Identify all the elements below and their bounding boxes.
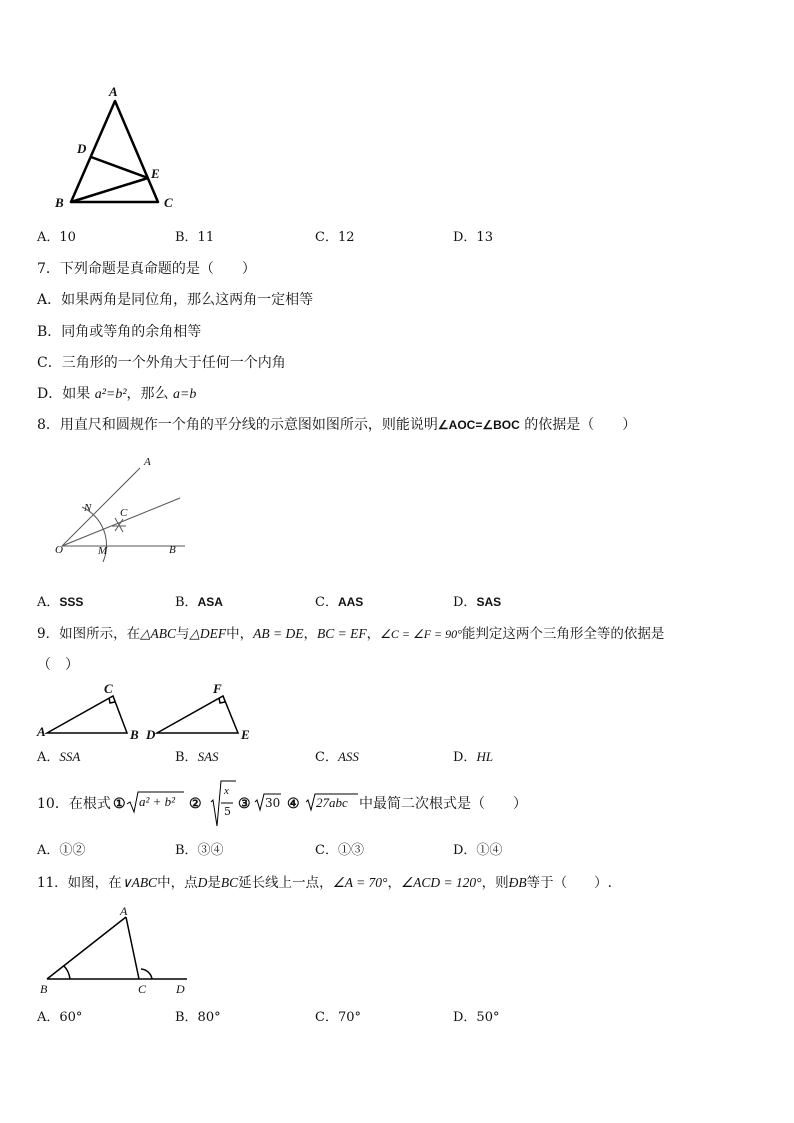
q11-label-d: D bbox=[176, 982, 185, 996]
q10-radicand-3: 30 bbox=[265, 796, 281, 810]
q11-option-b[interactable]: B．80° bbox=[175, 1010, 221, 1025]
q7-option-b[interactable]: B．同角或等角的余角相等 bbox=[37, 324, 202, 340]
q8-stem-math: ∠AOC=∠BOC bbox=[437, 418, 520, 432]
q8-option-d-letter: D． bbox=[453, 595, 477, 610]
q11-stem-m6: ÐB bbox=[508, 875, 527, 890]
q9-label-a: A bbox=[37, 724, 46, 739]
q8-option-a-text: SSS bbox=[59, 595, 84, 609]
q6-option-c[interactable]: C．12 bbox=[315, 230, 355, 245]
q9-option-c-letter: C． bbox=[315, 750, 338, 765]
q11-stem-p3: 是 bbox=[207, 875, 221, 891]
q8-option-c-letter: C． bbox=[315, 595, 338, 610]
q11-stem-m3: BC bbox=[220, 875, 239, 890]
q9-label-e: E bbox=[241, 727, 250, 742]
q6-label-c: C bbox=[164, 195, 173, 210]
q7-option-d-prefix: D．如果 bbox=[37, 386, 95, 402]
q8-option-b-text: ASA bbox=[197, 595, 223, 609]
q11-stem-p6: ，则 bbox=[481, 875, 509, 891]
q8-option-b-letter: B． bbox=[175, 595, 198, 610]
q6-label-e: E bbox=[151, 166, 160, 181]
q9-stem-m1: △ABC bbox=[140, 626, 176, 641]
q9-option-d-text: HL bbox=[476, 749, 494, 764]
q9-stem-m3: AB = DE bbox=[253, 626, 304, 641]
q9-stem-p6: 能判定这两个三角形全等的依据是 bbox=[461, 626, 665, 642]
q9-stem-p2: 与 bbox=[175, 626, 190, 642]
q11-option-a[interactable]: A．60° bbox=[37, 1010, 83, 1025]
q10-option-c[interactable]: C．①③ bbox=[315, 843, 364, 858]
q9-option-b-text: SAS bbox=[197, 749, 219, 764]
q11-stem-p2: 中，点 bbox=[157, 875, 198, 891]
q8-label-b: B bbox=[169, 544, 176, 556]
q9-stem-p5: ， bbox=[366, 626, 381, 642]
q9-stem-m4: BC = EF bbox=[316, 626, 367, 641]
q11-stem-p5: ， bbox=[387, 875, 401, 891]
q9-stem-p1: 9．如图所示，在 bbox=[37, 626, 141, 642]
q9-stem-m2: △DEF bbox=[189, 626, 227, 641]
q8-label-m: M bbox=[98, 545, 108, 557]
q7-stem: 7．下列命题是真命题的是（ ） bbox=[37, 261, 256, 277]
q9-option-d-letter: D． bbox=[453, 750, 477, 765]
q11-stem-m2: D bbox=[197, 875, 208, 890]
q6-option-b[interactable]: B．11 bbox=[175, 230, 215, 245]
q8-label-o: O bbox=[55, 544, 63, 556]
q9-option-b-letter: B． bbox=[175, 750, 198, 765]
q9-label-f: F bbox=[213, 681, 222, 696]
q9-stem-p3: 中， bbox=[226, 626, 254, 642]
q11-stem-p4: 延长线上一点， bbox=[238, 875, 333, 891]
q8-label-a: A bbox=[144, 456, 151, 468]
q7-option-a[interactable]: A．如果两角是同位角，那么这两角一定相等 bbox=[37, 292, 314, 308]
q11-stem-p7: 等于（ ）. bbox=[526, 875, 612, 891]
q9-label-d: D bbox=[146, 727, 156, 742]
q10-radicand-2-den: 5 bbox=[224, 805, 231, 818]
q10-radicand-2-num: x bbox=[224, 785, 229, 797]
q10-radicand-4: 27abc bbox=[316, 795, 348, 810]
q9-label-c: C bbox=[104, 681, 113, 696]
q8-stem-suffix: 的依据是（ ） bbox=[519, 417, 637, 433]
q10-circle-3: ③ bbox=[238, 796, 251, 812]
q10-circle-1: ① bbox=[113, 796, 126, 812]
q9-stem-m5: ∠C = ∠F = 90° bbox=[380, 627, 462, 641]
q11-label-a: A bbox=[120, 904, 128, 918]
q6-option-a[interactable]: A．10 bbox=[37, 230, 76, 245]
q11-label-c: C bbox=[138, 982, 147, 996]
q10-stem-prefix: 10．在根式 bbox=[37, 796, 111, 812]
q7-option-c[interactable]: C．三角形的一个外角大于任何一个内角 bbox=[37, 355, 286, 371]
q11-stem-p1: 11．如图，在 bbox=[37, 875, 122, 891]
q10-circle-2: ② bbox=[189, 796, 202, 812]
q10-circle-4: ④ bbox=[287, 796, 300, 812]
q8-option-a-letter: A． bbox=[37, 595, 60, 610]
q11-option-c[interactable]: C．70° bbox=[315, 1010, 361, 1025]
q11-stem-m4: ∠A = 70° bbox=[332, 875, 388, 890]
q8-label-c: C bbox=[120, 507, 128, 519]
q11-stem-m1: ∨ABC bbox=[121, 875, 158, 890]
q8-label-n: N bbox=[84, 502, 92, 514]
q6-label-d: D bbox=[77, 141, 87, 156]
q7-option-d-mid: ，那么 bbox=[126, 386, 173, 402]
q9-option-c-text: ASS bbox=[337, 749, 359, 764]
q8-option-c-text: AAS bbox=[337, 595, 364, 609]
q11-stem-m5: ∠ACD = 120° bbox=[400, 875, 482, 890]
q7-option-d-math: a²=b² bbox=[94, 387, 127, 402]
q10-option-b[interactable]: B．③④ bbox=[175, 843, 224, 858]
q9-option-a-letter: A． bbox=[37, 750, 60, 765]
q11-label-b: B bbox=[40, 982, 48, 996]
q9-label-b: B bbox=[130, 727, 139, 742]
q7-option-d-math2: a=b bbox=[172, 387, 197, 402]
q6-label-b: B bbox=[55, 195, 64, 210]
q6-label-a: A bbox=[109, 84, 118, 99]
q8-stem-prefix: 8．用直尺和圆规作一个角的平分线的示意图如图所示，则能说明 bbox=[37, 417, 438, 433]
q10-option-d[interactable]: D．①④ bbox=[453, 843, 503, 858]
q9-option-a-text: SSA bbox=[59, 749, 81, 764]
q9-stem-line2: （ ） bbox=[37, 657, 79, 673]
q8-option-d-text: SAS bbox=[476, 595, 502, 609]
q11-option-d[interactable]: D．50° bbox=[453, 1010, 500, 1025]
q10-stem-suffix: 中最简二次根式是（ ） bbox=[359, 796, 527, 812]
q6-option-d[interactable]: D．13 bbox=[453, 230, 493, 245]
q9-stem-p4: ， bbox=[303, 626, 317, 642]
q10-radicand-1: a² + b² bbox=[139, 794, 176, 809]
q10-option-a[interactable]: A．①② bbox=[37, 843, 86, 858]
